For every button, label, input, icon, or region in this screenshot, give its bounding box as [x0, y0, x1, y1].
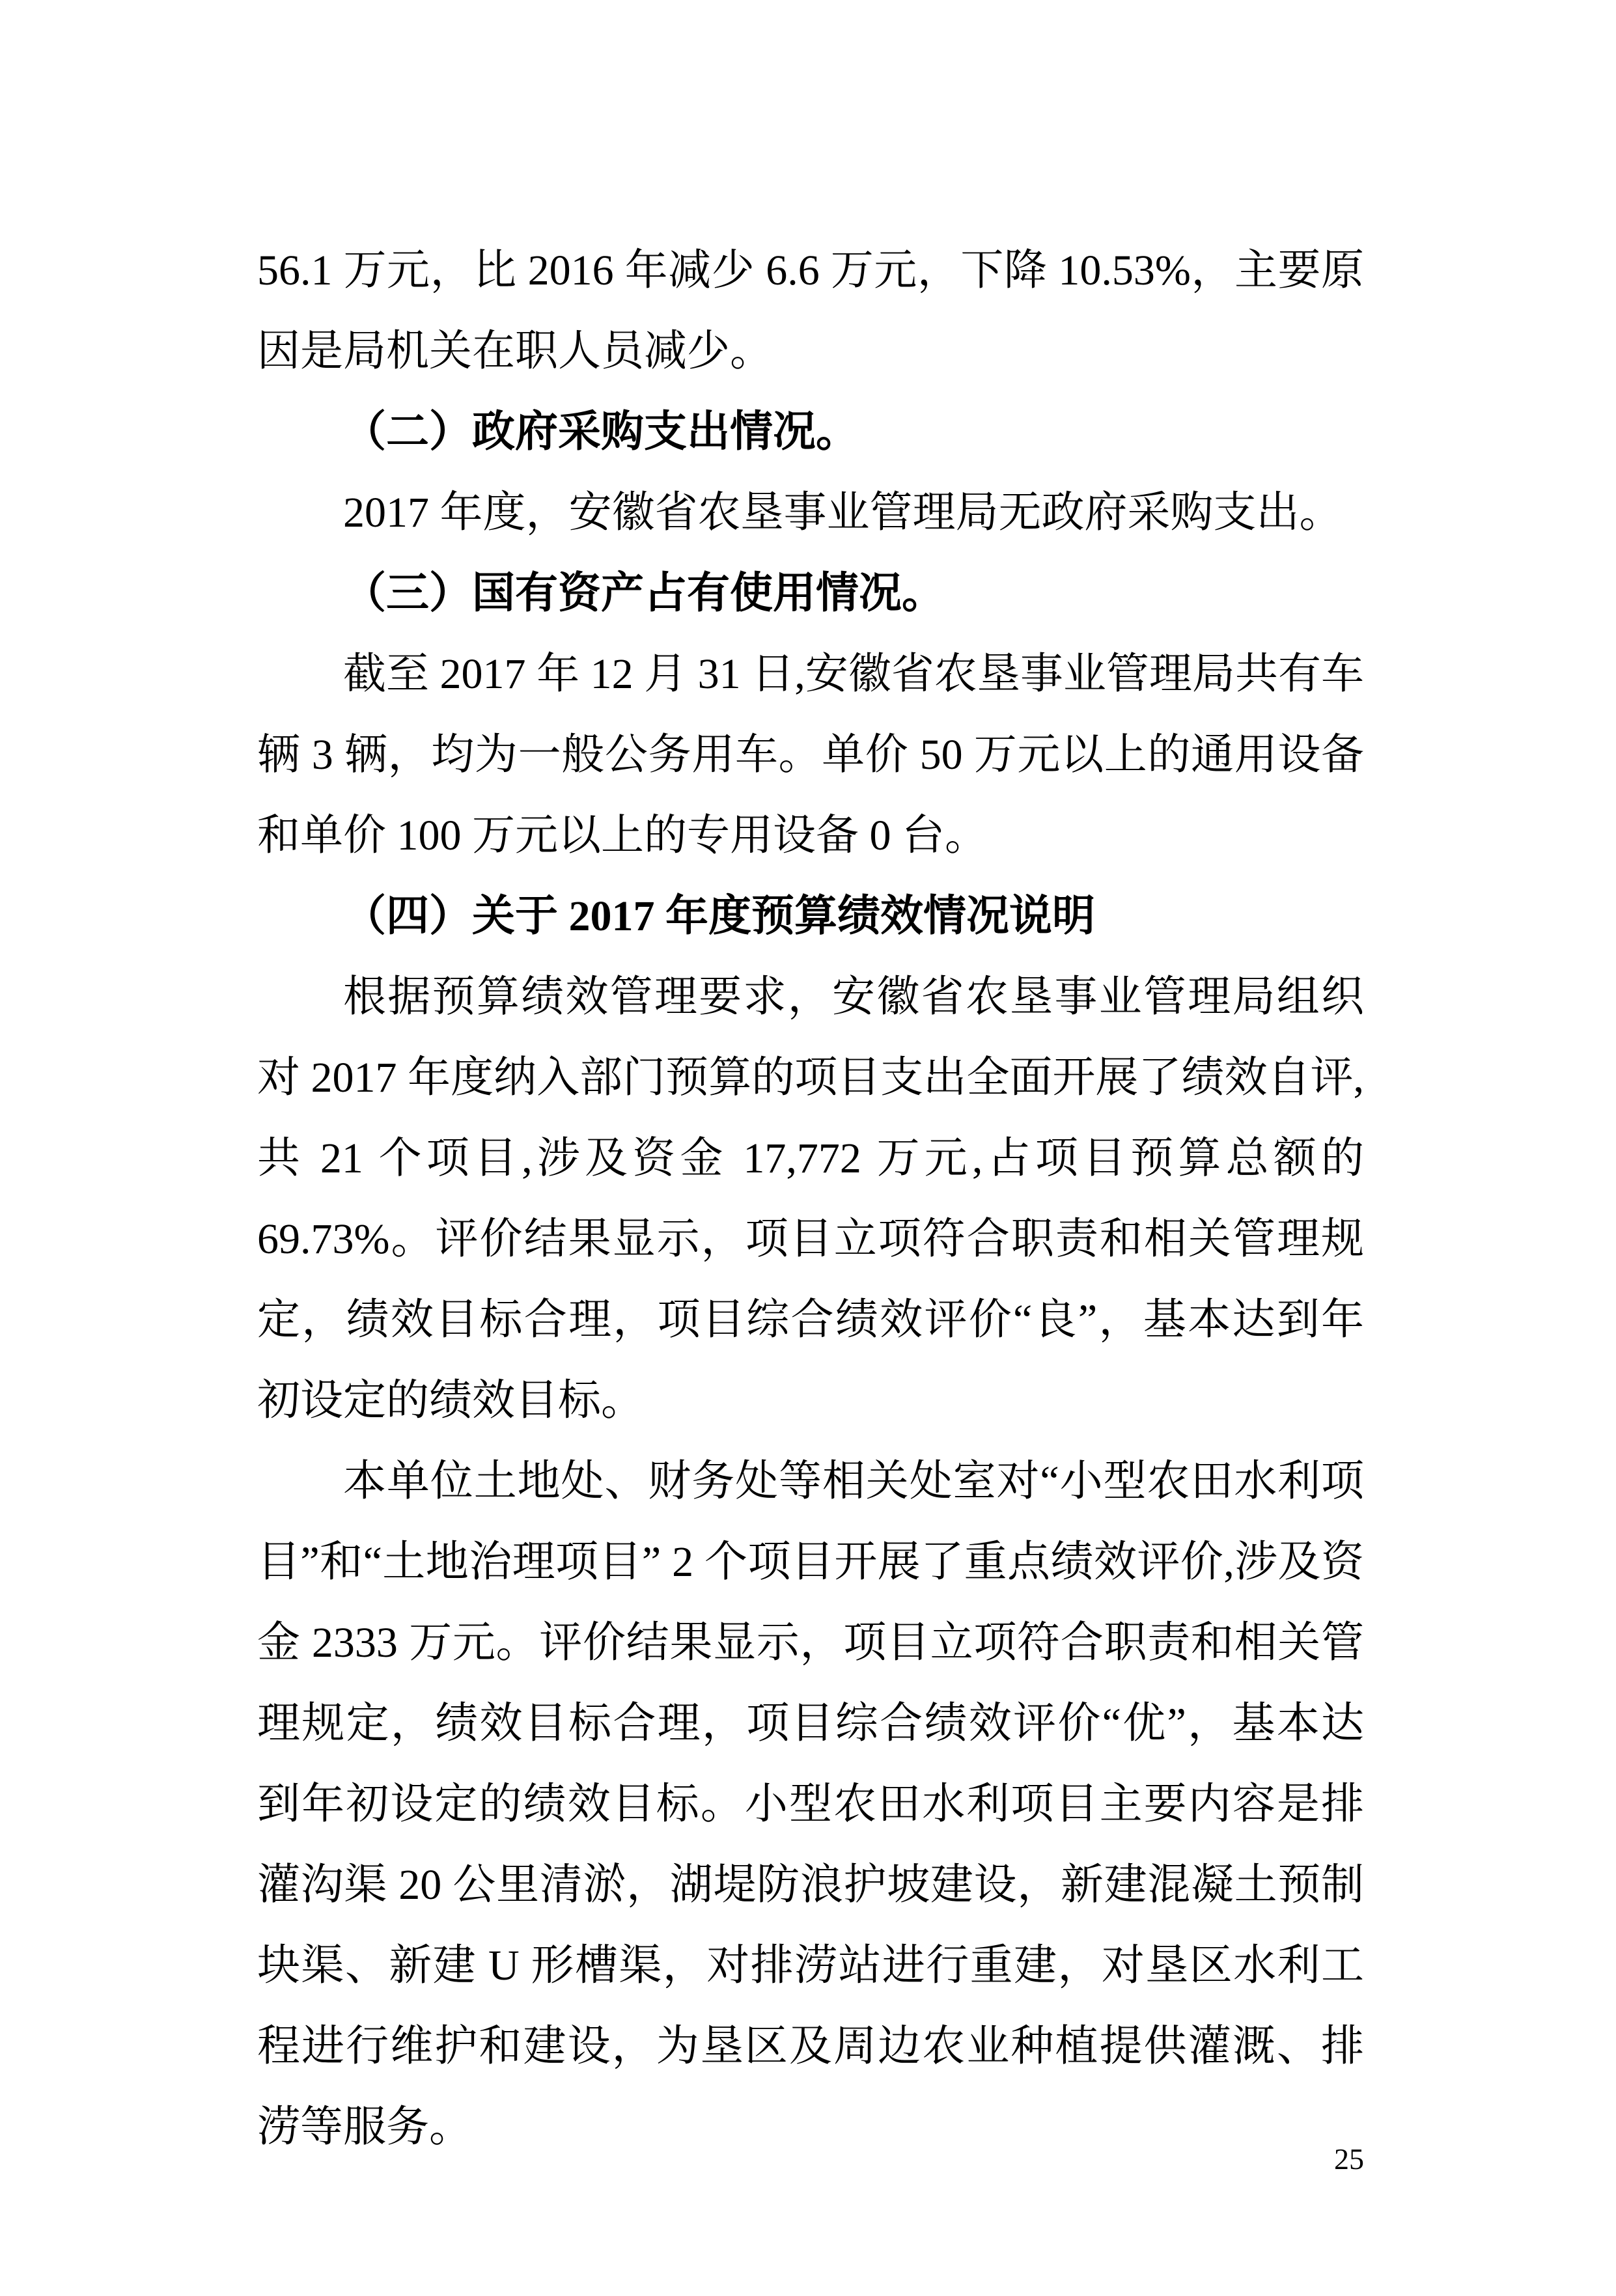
page-number: 25: [1334, 2142, 1364, 2176]
document-body: [257, 230, 1364, 2168]
para-gov-procurement: 2017 年度，安徽省农垦事业管理局无政府采购支出。: [343, 489, 1343, 536]
para-continuation: 56.1 万元，比 2016 年减少 6.6 万元，下降 10.53%，主要原因是局机关在职人员减少。: [257, 247, 1364, 375]
para-state-assets: 截至 2017 年 12 月 31 日,安徽省农垦事业管理局共有车辆 3 辆，均为一般公务用车。单价 50 万元以上的通用设备和单价 100 万元以上的专用设备 0 台。: [257, 650, 1364, 859]
heading-budget-performance: （四）关于 2017 年度预算绩效情况说明: [343, 892, 1095, 940]
heading-state-assets: （三）国有资产占有使用情况。: [343, 570, 945, 617]
para-performance-self-eval: 根据预算绩效管理要求，安徽省农垦事业管理局组织对 2017 年度纳入部门预算的项目支出全面开展了绩效自评,共 21 个项目,涉及资金 17,772 万元,占项目预算总额的 69.73%。评价结果显示，项目立项符合职责和相关管理规定，绩效目标合理，项目综合绩效评价“良”，基本达到年初设定的绩效目标。: [257, 973, 1364, 1424]
para-key-performance-eval: 本单位土地处、财务处等相关处室对“小型农田水利项目”和“土地治理项目” 2 个项目开展了重点绩效评价,涉及资金 2333 万元。评价结果显示，项目立项符合职责和相关管理规定，绩效目标合理，项目综合绩效评价“优”，基本达到年初设定的绩效目标。小型农田水利项目主要内容是排灌沟渠 20 公里清淤，湖堤防浪护坡建设，新建混凝土预制块渠、新建 U 形槽渠，对排涝站进行重建，对垦区水利工程进行维护和建设，为垦区及周边农业种植提供灌溉、排涝等服务。: [257, 1458, 1364, 2151]
heading-gov-procurement: （二）政府采购支出情况。: [343, 408, 859, 456]
